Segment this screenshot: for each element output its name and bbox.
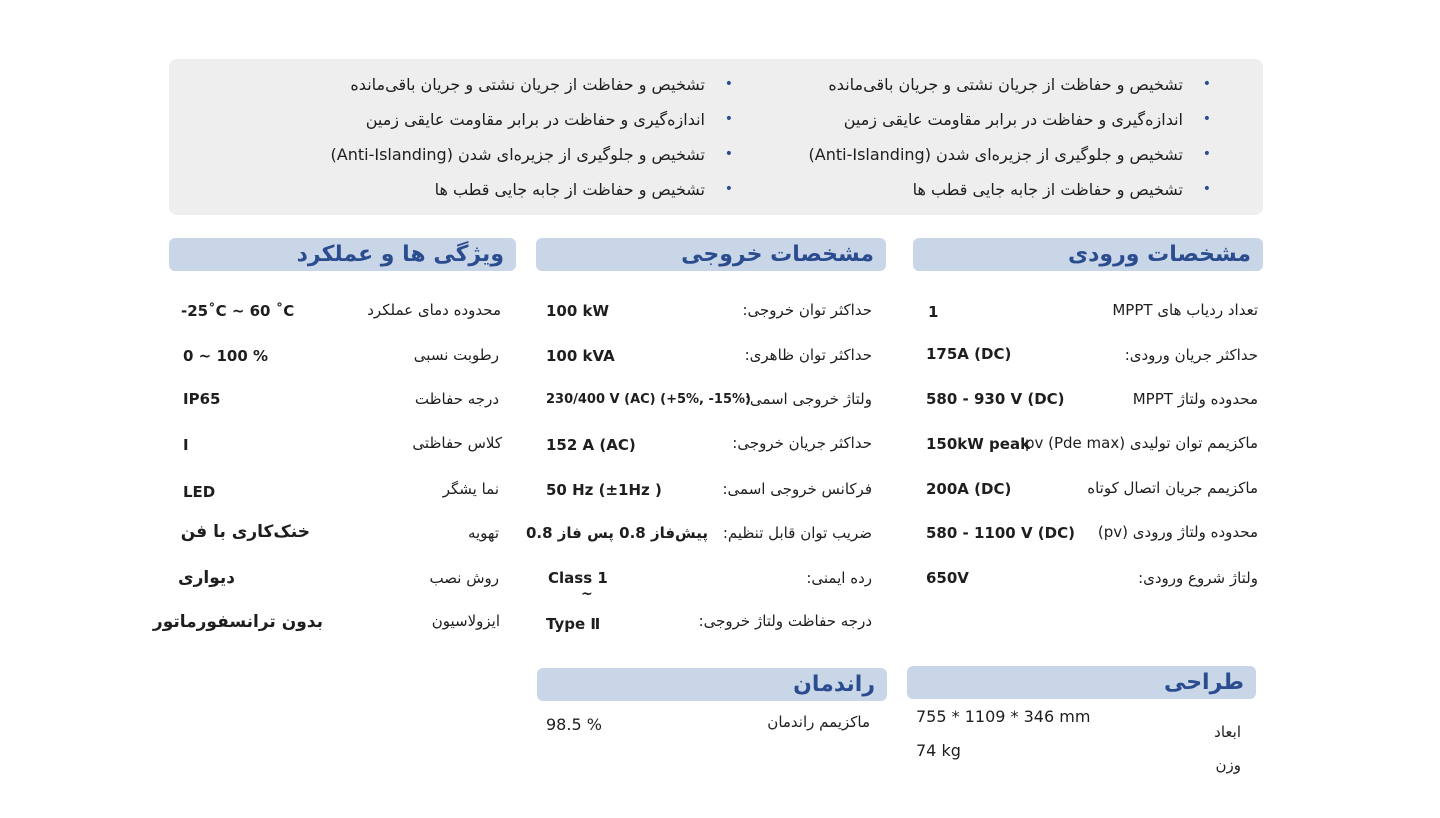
output-label: حداکثر جریان خروجی: — [732, 434, 872, 452]
bullet-icon: • — [1202, 111, 1211, 127]
features-header — [169, 238, 516, 271]
output-label: رده ایمنی: — [806, 569, 872, 587]
input-label: ماکزیمم توان تولیدی pv (Pde max) — [1024, 434, 1258, 452]
feature-label: تهویه — [467, 524, 499, 542]
bullet-icon: • — [724, 146, 733, 162]
input-label: ماکزیمم جریان اتصال کوتاه — [1087, 479, 1258, 497]
protection-list-left — [330, 67, 733, 207]
efficiency-header — [537, 668, 887, 701]
feature-label: ایزولاسیون — [431, 612, 500, 630]
design-value: 755 * 1109 * 346 mm — [916, 707, 1091, 726]
input-value: 175A (DC) — [926, 345, 1012, 363]
protection-panel — [169, 59, 1263, 215]
protection-list-right — [808, 67, 1211, 207]
input-value: 580 - 930 V (DC) — [926, 390, 1065, 408]
feature-label: روش نصب — [429, 569, 499, 587]
output-value: 100 kVA — [546, 347, 615, 365]
efficiency-label: ماکزیمم راندمان — [767, 713, 870, 731]
output-specs-header — [536, 238, 886, 271]
feature-value: بدون ترانسفورماتور — [152, 612, 323, 632]
bullet-icon: • — [724, 181, 733, 197]
features-title: ویژگی ها و عملکرد — [296, 242, 504, 267]
design-title: طراحی — [1163, 670, 1244, 695]
list-item: • تشخیص و حفاظت از جابه جایی قطب ها — [331, 172, 705, 207]
feature-label: نما یشگر — [442, 480, 499, 498]
output-label: حداکثر توان خروجی: — [742, 301, 872, 319]
input-label: محدوده ولتاژ MPPT — [1132, 390, 1258, 408]
bullet-icon: • — [1202, 181, 1211, 197]
output-value: 152 A (AC) — [546, 436, 636, 454]
list-item: • اندازه‌گیری و حفاظت در برابر مقاومت عایقی زمین — [331, 102, 705, 137]
input-specs-header — [913, 238, 1263, 271]
input-value: 150kW peak — [926, 435, 1031, 453]
output-value: پیش‌فاز 0.8 پس فاز 0.8 — [525, 524, 708, 542]
output-value: 100 kW — [546, 302, 610, 320]
input-value: 200A (DC) — [926, 480, 1012, 498]
input-label: محدوده ولتاژ ورودی (pv) — [1097, 523, 1258, 541]
output-value: 230/400 V (AC) (+5%, -15%) — [546, 392, 751, 407]
output-label: فرکانس خروجی اسمی: — [722, 480, 872, 498]
feature-label: درجه حفاظت — [414, 390, 499, 408]
output-value: Type Ⅱ — [546, 615, 601, 633]
list-item: • تشخیص و حفاظت از جریان نشتی و جریان باقی‌مانده — [809, 67, 1183, 102]
output-label: حداکثر توان ظاهری: — [744, 346, 872, 364]
tilde-symbol: ~ — [581, 586, 593, 602]
design-label: وزن — [1215, 756, 1241, 774]
feature-value: IP65 — [183, 390, 221, 408]
list-item: • تشخیص و جلوگیری از جزیره‌ای شدن (Anti-Islanding) — [809, 137, 1183, 172]
input-label: تعداد ردیاب های MPPT — [1112, 301, 1258, 319]
feature-value: LED — [183, 483, 216, 501]
output-value: 50 Hz (±1Hz ) — [546, 481, 662, 499]
bullet-icon: • — [724, 111, 733, 127]
input-specs-title: مشخصات ورودی — [1067, 242, 1251, 267]
input-value: 650V — [926, 569, 969, 587]
input-value: 580 - 1100 V (DC) — [926, 524, 1075, 542]
output-label: درجه حفاظت ولتاژ خروجی: — [698, 612, 872, 630]
feature-value: دیواری — [178, 568, 235, 588]
feature-value: I — [183, 436, 189, 454]
feature-label: محدوده دمای عملکرد — [367, 301, 501, 319]
feature-value: 0 ~ 100 % — [183, 347, 269, 365]
design-header — [907, 666, 1256, 699]
output-specs-title: مشخصات خروجی — [681, 242, 874, 267]
efficiency-value: 98.5 % — [546, 715, 602, 734]
list-item: • اندازه‌گیری و حفاظت در برابر مقاومت عایقی زمین — [809, 102, 1183, 137]
efficiency-title: راندمان — [793, 672, 875, 697]
output-label: ولتاژ خروجی اسمی: — [744, 390, 872, 408]
list-item: • تشخیص و حفاظت از جابه جایی قطب ها — [809, 172, 1183, 207]
bullet-icon: • — [1202, 146, 1211, 162]
design-value: 74 kg — [916, 741, 961, 760]
list-item: • تشخیص و جلوگیری از جزیره‌ای شدن (Anti-Islanding) — [331, 137, 705, 172]
input-label: حداکثر جریان ورودی: — [1124, 346, 1258, 364]
list-item: • تشخیص و حفاظت از جریان نشتی و جریان باقی‌مانده — [331, 67, 705, 102]
bullet-icon: • — [1202, 76, 1211, 92]
output-value: Class 1 — [548, 569, 608, 587]
output-label: ضریب توان قابل تنظیم: — [722, 524, 872, 542]
input-value: 1 — [928, 303, 939, 321]
input-label: ولتاژ شروع ورودی: — [1138, 569, 1258, 587]
feature-value: خنک‌کاری با فن — [180, 522, 310, 542]
bullet-icon: • — [724, 76, 733, 92]
design-label: ابعاد — [1214, 723, 1241, 741]
feature-label: رطوبت نسبی — [413, 346, 499, 364]
feature-label: کلاس حفاظتی — [412, 434, 502, 452]
feature-value: -25˚C ~ 60 ˚C — [181, 302, 295, 320]
